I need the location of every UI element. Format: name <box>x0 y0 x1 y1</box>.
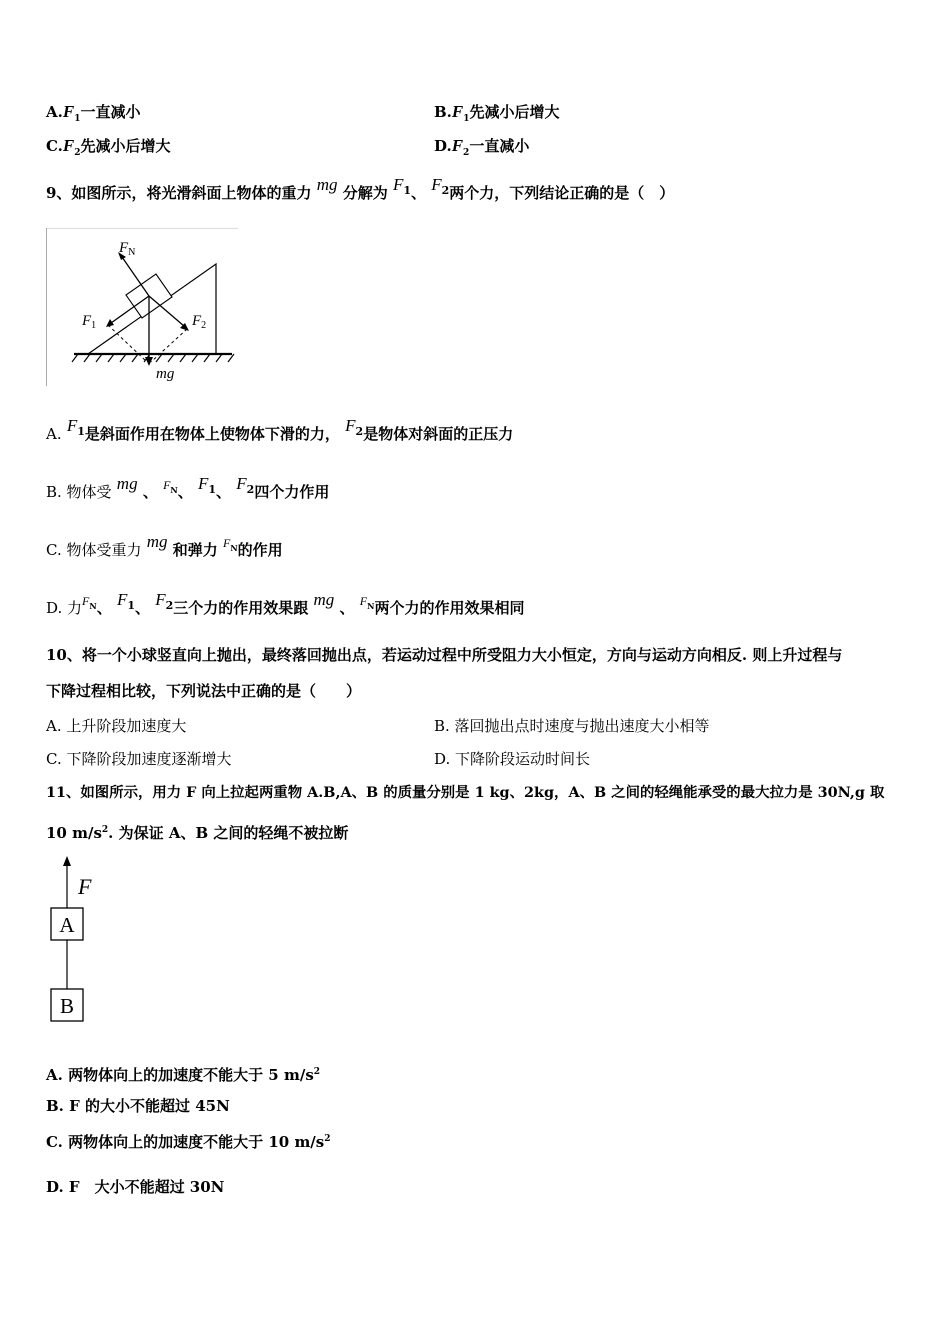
mg-arrowhead <box>145 357 153 366</box>
q8-option-c[interactable]: $C.F_2$先减小后增大 <box>46 136 171 158</box>
q10-stem-line2: 下降过程相比较，下列说法中正确的是（ ） <box>46 682 362 700</box>
q10-option-c[interactable]: C. 下降阶段加速度逐渐增大 <box>46 750 232 768</box>
incline-diagram <box>46 228 240 388</box>
q10-option-b[interactable]: B. 落回抛出点时速度与抛出速度大小相等 <box>434 717 710 735</box>
f-arrowhead <box>63 856 71 866</box>
q8-option-a[interactable]: $A.F_1$一直减小 <box>46 102 141 124</box>
q9-option-c[interactable]: C. 物体受重力 mg 和弹力 $F_N$的作用 <box>46 532 283 559</box>
f1-label: $F_1$ <box>82 313 97 331</box>
q10-stem-line1: 10、将一个小球竖直向上抛出，最终落回抛出点，若运动过程中所受阻力大小恒定，方向与运动方向相反. 则上升过程与 <box>46 646 843 664</box>
dashed-line <box>151 329 187 362</box>
q9-option-a[interactable]: A. $F_1$是斜面作用在物体上使物体下滑的力， $F_2$是物体对斜面的正压力 <box>46 416 514 443</box>
q10-option-d[interactable]: D. 下降阶段运动时间长 <box>434 750 591 768</box>
f1-arrowhead <box>106 319 114 327</box>
q11-option-b[interactable]: B. F 的大小不能超过 45N <box>46 1097 230 1115</box>
pulley-blocks-diagram <box>46 852 126 1028</box>
q10-option-a[interactable]: A. 上升阶段加速度大 <box>46 717 187 735</box>
q9-stem: 9、如图所示，将光滑斜面上物体的重力 mg 分解为 $F_1$、 $F_2$两个力，下列结论正确的是（ ） <box>46 175 675 202</box>
q11-stem-line1: 11、如图所示，用力 F 向上拉起两重物 A.B,A、B 的质量分别是 1 kg、2kg，A、B 之间的轻绳能承受的最大拉力是 30N,g 取 <box>46 784 885 801</box>
q11-stem-line2: 10 $m/s^2$. 为保证 A、B 之间的轻绳不被拉断 <box>46 824 349 842</box>
f-label: F <box>78 874 92 899</box>
dashed-line <box>108 325 147 362</box>
q8-option-d[interactable]: $D.F_2$一直减小 <box>434 136 530 158</box>
q11-option-a[interactable]: A. 两物体向上的加速度不能大于 5 $m/s^2$ <box>46 1066 321 1084</box>
q8-option-b[interactable]: $B.F_1$先减小后增大 <box>434 102 560 124</box>
fn-label: $F_N$ <box>119 240 136 258</box>
block-a-label: A <box>59 913 75 937</box>
block-b-label: B <box>59 994 75 1018</box>
mg-label: mg <box>156 366 175 382</box>
q11-option-d[interactable]: D. F 大小不能超过 30N <box>46 1178 225 1196</box>
ground-hatch <box>72 354 234 362</box>
q11-option-c[interactable]: C. 两物体向上的加速度不能大于 10 $m/s^2$ <box>46 1133 331 1151</box>
f2-label: $F_2$ <box>192 313 207 331</box>
q9-option-d[interactable]: D. 力$F_N$、 $F_1$、 $F_2$三个力的作用效果跟 mg 、 $F_N$两个力的作用效果相同 <box>46 590 525 617</box>
q9-option-b[interactable]: B. 物体受 mg 、 $F_N$、 $F_1$、 $F_2$四个力作用 <box>46 474 330 501</box>
